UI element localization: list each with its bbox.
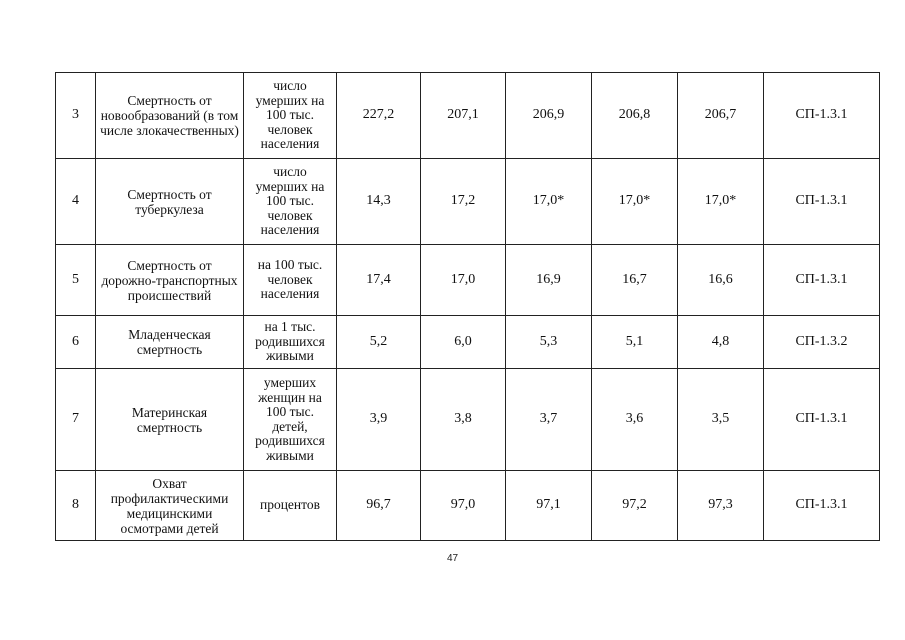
value-cell: 97,3 xyxy=(678,471,764,541)
unit-cell: процентов xyxy=(244,471,337,541)
table-row xyxy=(56,369,880,471)
unit-cell: на 100 тыс. человек населения xyxy=(244,245,337,316)
value-cell: 17,0* xyxy=(678,159,764,245)
value-cell: 97,0 xyxy=(421,471,506,541)
value-cell: 3,9 xyxy=(337,369,421,471)
table-row xyxy=(56,471,880,541)
value-cell: 97,1 xyxy=(506,471,592,541)
value-cell: 3,7 xyxy=(506,369,592,471)
value-cell: 17,4 xyxy=(337,245,421,316)
value-cell: 96,7 xyxy=(337,471,421,541)
value-cell: 6,0 xyxy=(421,316,506,369)
indicator-name: Смертность от дорожно-транспортных происшествий xyxy=(96,245,244,316)
value-cell: 207,1 xyxy=(421,73,506,159)
table-row xyxy=(56,245,880,316)
value-cell: 17,0 xyxy=(421,245,506,316)
indicator-name: Охват профилактическими медицинскими осмотрами детей xyxy=(96,471,244,541)
unit-cell: на 1 тыс. родившихся живыми xyxy=(244,316,337,369)
reference-cell: СП-1.3.1 xyxy=(764,73,880,159)
indicator-name: Материнская смертность xyxy=(96,369,244,471)
table-row xyxy=(56,73,880,159)
reference-cell: СП-1.3.1 xyxy=(764,471,880,541)
row-number: 6 xyxy=(56,316,96,369)
table-row xyxy=(56,159,880,245)
value-cell: 3,8 xyxy=(421,369,506,471)
value-cell: 5,3 xyxy=(506,316,592,369)
value-cell: 17,2 xyxy=(421,159,506,245)
table-row xyxy=(56,316,880,369)
value-cell: 17,0* xyxy=(592,159,678,245)
page-number: 47 xyxy=(446,553,459,564)
value-cell: 5,2 xyxy=(337,316,421,369)
value-cell: 16,6 xyxy=(678,245,764,316)
value-cell: 4,8 xyxy=(678,316,764,369)
value-cell: 16,9 xyxy=(506,245,592,316)
value-cell: 17,0* xyxy=(506,159,592,245)
row-number: 7 xyxy=(56,369,96,471)
reference-cell: СП-1.3.1 xyxy=(764,159,880,245)
value-cell: 97,2 xyxy=(592,471,678,541)
value-cell: 3,5 xyxy=(678,369,764,471)
indicator-name: Смертность от новообразований (в том числе злокачественных) xyxy=(96,73,244,159)
indicators-table xyxy=(55,72,880,541)
indicator-name: Младенческая смертность xyxy=(96,316,244,369)
value-cell: 206,9 xyxy=(506,73,592,159)
value-cell: 206,7 xyxy=(678,73,764,159)
reference-cell: СП-1.3.1 xyxy=(764,245,880,316)
value-cell: 3,6 xyxy=(592,369,678,471)
unit-cell: умерших женщин на 100 тыс. детей, родившихся живыми xyxy=(244,369,337,471)
row-number: 3 xyxy=(56,73,96,159)
reference-cell: СП-1.3.2 xyxy=(764,316,880,369)
value-cell: 16,7 xyxy=(592,245,678,316)
row-number: 8 xyxy=(56,471,96,541)
reference-cell: СП-1.3.1 xyxy=(764,369,880,471)
unit-cell: число умерших на 100 тыс. человек населения xyxy=(244,73,337,159)
value-cell: 227,2 xyxy=(337,73,421,159)
value-cell: 14,3 xyxy=(337,159,421,245)
unit-cell: число умерших на 100 тыс. человек населения xyxy=(244,159,337,245)
value-cell: 5,1 xyxy=(592,316,678,369)
value-cell: 206,8 xyxy=(592,73,678,159)
indicator-name: Смертность от туберкулеза xyxy=(96,159,244,245)
row-number: 4 xyxy=(56,159,96,245)
row-number: 5 xyxy=(56,245,96,316)
